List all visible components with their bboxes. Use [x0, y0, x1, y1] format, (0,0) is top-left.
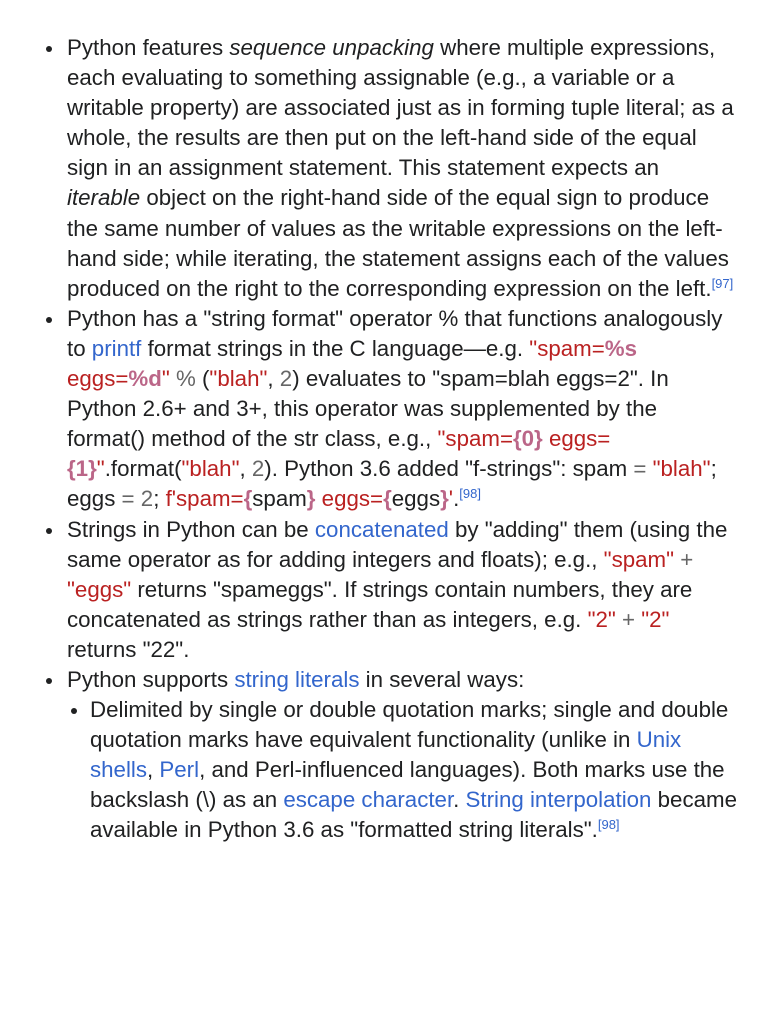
code-string: eggs=: [67, 366, 129, 392]
text: by "adding" them (using the same operator as for adding integers and floats); e.g.,: [67, 516, 728, 572]
code-string: "2": [587, 606, 616, 632]
code-string: eggs=: [542, 426, 611, 452]
code-operator: +: [674, 546, 694, 572]
code-punct: ): [292, 366, 300, 392]
text: returns "spameggs". If strings contain numbers, they are concatenated as strings rather than as integers, e.g.: [67, 576, 693, 632]
text: ,: [147, 757, 160, 783]
code-text: ; eggs: [67, 456, 717, 512]
code-string: "spam=: [529, 335, 605, 361]
code-punct: ): [264, 456, 272, 482]
text: , and Perl-influenced languages). Both marks use the backslash (\) as an: [90, 757, 725, 813]
text: Python supports: [67, 666, 235, 692]
text: in several ways:: [359, 666, 525, 692]
code-string: "blah": [209, 366, 268, 392]
code-number: 2: [251, 456, 265, 482]
list-item-string-format: [67, 304, 737, 515]
link-unix-shells[interactable]: Unix shells: [90, 727, 682, 783]
list-item-string-literals: [67, 665, 737, 846]
code-string: ": [96, 456, 105, 482]
emphasis-sequence-unpacking: sequence unpacking: [229, 35, 434, 60]
code-operator: =: [121, 486, 135, 512]
code-string: ': [448, 486, 454, 512]
code-escape: {0}: [512, 426, 543, 452]
link-printf[interactable]: printf: [91, 335, 142, 361]
code-string: f'spam=: [165, 486, 244, 512]
code-punct: ;: [153, 486, 166, 512]
text: returns "22".: [67, 636, 190, 662]
link-concatenated[interactable]: concatenated: [314, 516, 449, 542]
link-escape-character[interactable]: escape character: [283, 787, 454, 813]
citation-98[interactable]: [98]: [597, 817, 620, 833]
text: Delimited by single or double quotation marks; single and double quotation marks have equivalent functionality (unlike in: [90, 697, 729, 753]
text: Python features: [67, 35, 230, 60]
article-content: [0, 33, 768, 846]
code-escape: }: [306, 486, 316, 512]
sub-bullet-list: [67, 695, 737, 845]
link-perl[interactable]: Perl: [159, 757, 200, 783]
text: where multiple expressions, each evaluating to something assignable (e.g., a variable or a writable property) are associated just as in forming tuple literal; as a whole, the results are then put on the left-hand side of the equal sign in an assignment statement. This statement expects an: [67, 35, 734, 181]
code-concat-numbers-example: [588, 607, 670, 632]
code-number: 2: [134, 486, 154, 512]
code-string: "2": [641, 606, 670, 632]
citation-98[interactable]: [98]: [459, 486, 481, 502]
text: object on the right-hand side of the equal sign to produce the same number of values as the writable expressions on the left-hand side; while iterating, the statement assigns each of the values produced on the right to the corresponding expression on the left.: [67, 185, 729, 301]
code-escape: {: [243, 486, 253, 512]
code-number: 2: [279, 366, 293, 392]
code-text: eggs: [391, 486, 441, 512]
text: .: [453, 787, 466, 813]
code-string: "spam": [603, 546, 675, 572]
code-text: spam: [572, 456, 634, 482]
code-escape: %d: [128, 366, 162, 392]
emphasis-iterable: iterable: [67, 185, 141, 211]
code-string: "eggs": [67, 576, 132, 602]
text: Strings in Python can be: [67, 516, 315, 542]
code-text: spam: [252, 486, 307, 512]
code-string: "blah": [646, 456, 711, 482]
code-escape: %s: [604, 335, 637, 361]
bullet-list: [0, 33, 737, 846]
code-escape: }: [440, 486, 449, 512]
code-punct: ,: [239, 456, 252, 482]
code-string: eggs=: [315, 486, 384, 512]
list-item-quotation-marks: [90, 695, 737, 845]
text: Python has a "string format" operator % that functions analogously to: [67, 305, 723, 361]
code-escape: {: [383, 486, 392, 512]
code-punct: (: [201, 366, 210, 392]
code-string: "blah": [181, 456, 240, 482]
code-escape: {1}: [67, 456, 97, 482]
link-string-interpolation[interactable]: String interpolation: [465, 787, 652, 813]
code-string: "spam=: [437, 426, 513, 452]
code-punct: ,: [267, 366, 280, 392]
text: became available in Python 3.6 as "formatted string literals".: [90, 787, 737, 843]
code-operator: %: [169, 366, 202, 392]
code-string: ": [161, 366, 170, 392]
text: .: [453, 486, 460, 512]
code-operator: +: [615, 606, 642, 632]
text: format strings in the C language—e.g.: [141, 335, 530, 361]
code-operator: =: [633, 456, 647, 482]
link-string-literals[interactable]: string literals: [234, 666, 360, 692]
text: evaluates to "spam=blah eggs=2". In Python 2.6+ and 3+, this operator was supplemented by the format() method of the str class, e.g.,: [67, 366, 669, 452]
list-item-sequence-unpacking: [67, 33, 737, 304]
list-item-concatenation: [67, 515, 737, 665]
text: . Python 3.6 added "f-strings":: [271, 456, 573, 482]
citation-97[interactable]: [97]: [711, 275, 734, 291]
code-text: .format(: [104, 456, 182, 482]
